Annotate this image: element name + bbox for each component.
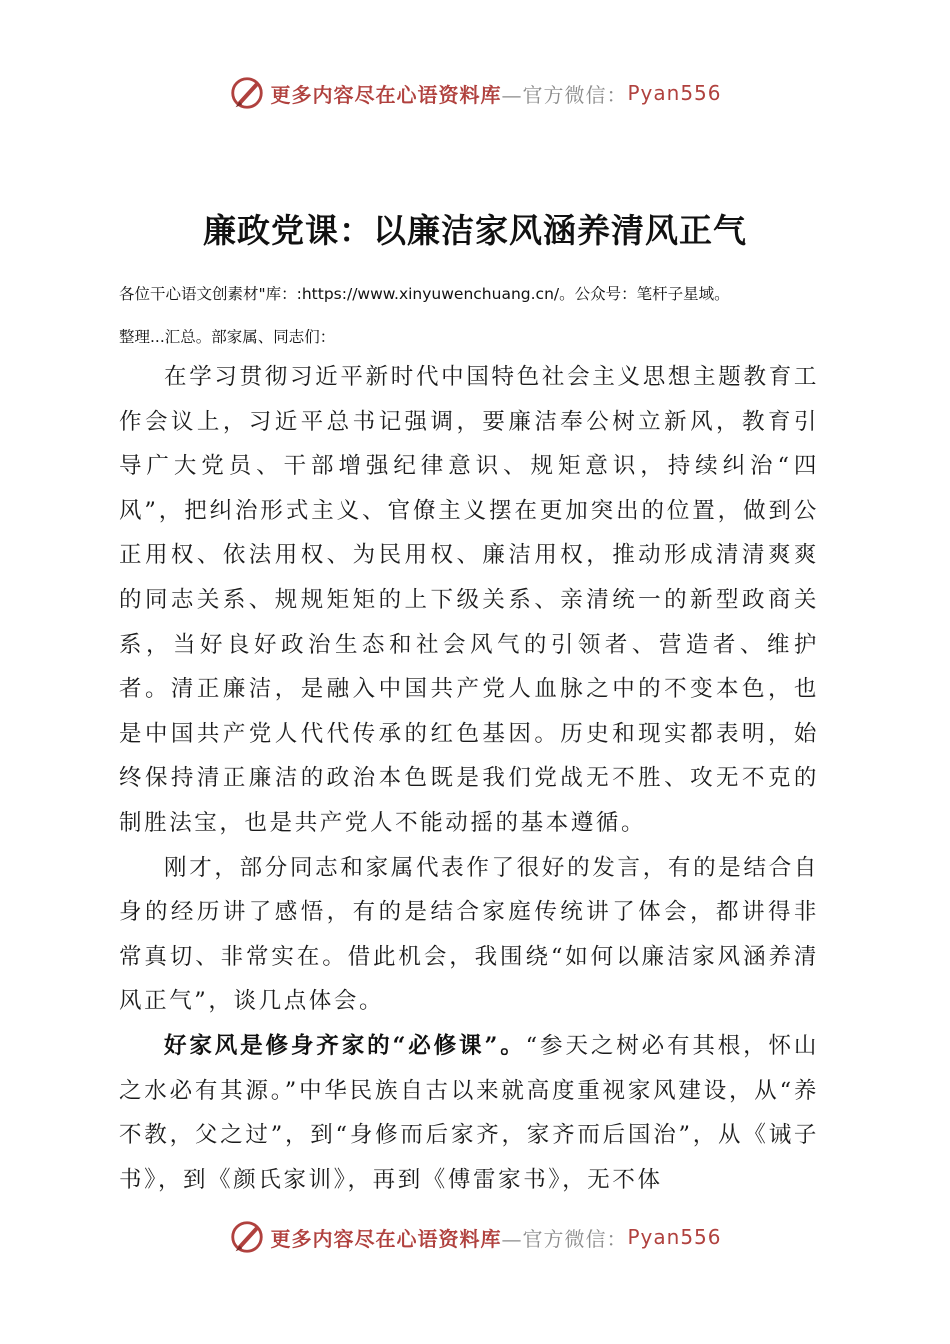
header-banner (0, 68, 950, 118)
page-title: 廉政党课：以廉洁家风涵养清风正气 (203, 211, 747, 250)
article-body (119, 355, 819, 1202)
footer-wechat-id: Pyan556 (627, 1225, 722, 1249)
footer-main-text: 更多内容尽在心语资料库 (270, 1226, 502, 1251)
paragraph-2 (119, 846, 819, 1024)
banner-wechat-id: Pyan556 (627, 81, 722, 105)
pen-logo-icon (228, 1218, 266, 1256)
footer-banner (0, 1212, 950, 1262)
meta-line-2: 整理...汇总。部家属、同志们： (119, 328, 336, 346)
paragraph-3-text: “参天之树必有其根，怀山之水必有其源。”中华民族自古以来就高度重视家风建设，从“养不教，父之过”，到“身修而后家齐，家齐而后国治”，从《诫子书》，到《颜氏家训》，再到《傅雷家书》，无不体 (119, 1032, 820, 1193)
paragraph-3-heading: 好家风是修身齐家的“必修课”。 (164, 1032, 526, 1059)
paragraph-1-text: 在学习贯彻习近平新时代中国特色社会主义思想主题教育工作会议上，习近平总书记强调，要廉洁奉公树立新风，教育引导广大党员、干部增强纪律意识、规矩意识，持续纠治“四风”，把纠治形式主义、官僚主义摆在更加突出的位置，做到公正用权、依法用权、为民用权、廉洁用权，推动形成清清爽爽的同志关系、规规矩矩的上下级关系、亲清统一的新型政商关系，当好良好政治生态和社会风气的引领者、营造者、维护者。清正廉洁，是融入中国共产党人血脉之中的不变本色，也是中国共产党人代代传承的红色基因。历史和现实都表明，始终保持清正廉洁的政治本色既是我们党战无不胜、攻无不克的制胜法宝，也是共产党人不能动摇的基本遵循。 (119, 364, 819, 836)
paragraph-2-text: 刚才，部分同志和家属代表作了很好的发言，有的是结合自身的经历讲了感悟，有的是结合家庭传统讲了体会，都讲得非常真切、非常实在。借此机会，我围绕“如何以廉洁家风涵养清风正气”，谈几点体会。 (119, 854, 819, 1015)
paragraph-1 (119, 355, 819, 846)
pen-logo-icon (228, 74, 266, 112)
banner-sub-text: —官方微信： (501, 82, 628, 107)
banner-main-text: 更多内容尽在心语资料库 (270, 82, 502, 107)
paragraph-3 (119, 1024, 819, 1202)
meta-line-1: 各位干心语文创素材"库：:https://www.xinyuwenchuang.cn/。公众号：笔杆子星域。 (119, 285, 730, 303)
footer-sub-text: —官方微信： (501, 1226, 628, 1251)
